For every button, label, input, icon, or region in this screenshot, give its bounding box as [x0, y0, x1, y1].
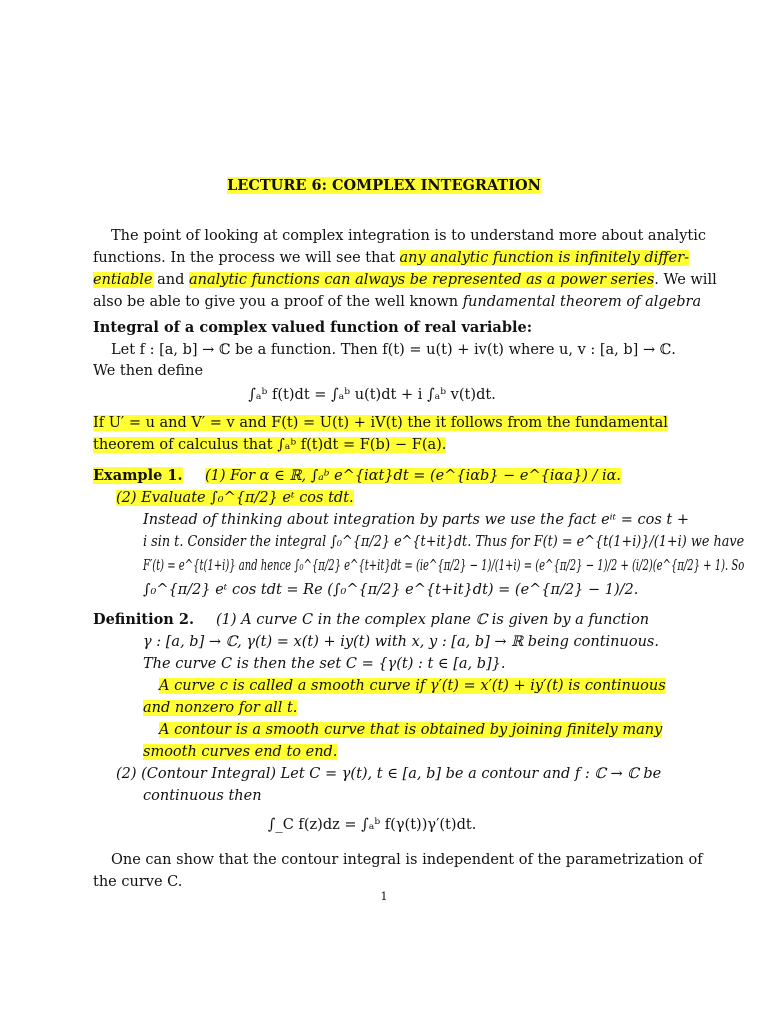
- definition-line-3: The curve C is then the set C = {γ(t) : t ∈ [a, b]}.: [143, 656, 506, 672]
- example-part-1: (1) For α ∈ ℝ, ∫ₐᵇ e^{iαt}dt = (e^{iαb} − e^{iαa}) / iα.: [205, 468, 621, 484]
- highlight-power-series: analytic functions can always be represented as a power series: [189, 272, 655, 288]
- intro-line-4: also be able to give you a proof of the well known fundamental theorem of algebra: [93, 294, 702, 310]
- definition-line-1: (1) A curve C in the complex plane ℂ is given by a function: [216, 612, 650, 628]
- definition-line-6: A contour is a smooth curve that is obtained by joining finitely many: [159, 722, 663, 738]
- example-label: Example 1.: [93, 467, 183, 484]
- example-line-1: Instead of thinking about integration by parts we use the fact eⁱᵗ = cos t +: [143, 512, 690, 528]
- example-line-2: i sin t. Consider the integral ∫₀^{π/2} e^{t+it}dt. Thus for F(t) = e^{t(1+i)}/(1+i) we have: [143, 534, 745, 550]
- definition-label: Definition 2.: [93, 611, 194, 628]
- example-line-4: ∫₀^{π/2} eᵗ cos tdt = Re (∫₀^{π/2} e^{t+it}dt) = (e^{π/2} − 1)/2.: [143, 582, 639, 598]
- intro-line-3: entiable and analytic functions can always be represented as a power series. We will: [93, 272, 717, 288]
- section-line-3: If U′ = u and V′ = v and F(t) = U(t) + iV(t) the it follows from the fundamental: [93, 415, 668, 431]
- intro-line-2: functions. In the process we will see that any analytic function is infinitely differ-: [93, 250, 690, 266]
- section-heading: Integral of a complex valued function of real variable:: [93, 319, 533, 336]
- example-line-3: F′(t) = e^{t(1+i)} and hence ∫₀^{π/2} e^{t+it}dt = (ie^{π/2} − 1)/(1+i) = (e^{π/2} − 1)/2 + (i/2)(e^{π/2} + 1). So: [143, 558, 745, 574]
- definition-line-5: and nonzero for all t.: [143, 700, 298, 716]
- section-line-4: theorem of calculus that ∫ₐᵇ f(t)dt = F(b) − F(a).: [93, 437, 447, 453]
- closing-line-2: the curve C.: [93, 874, 183, 890]
- definition-line-8: (2) (Contour Integral) Let C = γ(t), t ∈ [a, b] be a contour and f : ℂ → ℂ be: [116, 766, 662, 782]
- intro-line-1: The point of looking at complex integration is to understand more about analytic: [111, 228, 706, 244]
- section-line-2: We then define: [93, 363, 204, 379]
- equation-contour-integral: ∫_C f(z)dz = ∫ₐᵇ f(γ(t))γ′(t)dt.: [267, 815, 477, 833]
- page-title: LECTURE 6: COMPLEX INTEGRATION: [227, 177, 541, 194]
- example-part-2: (2) Evaluate ∫₀^{π/2} eᵗ cos tdt.: [116, 490, 354, 506]
- equation-integral-definition: ∫ₐᵇ f(t)dt = ∫ₐᵇ u(t)dt + i ∫ₐᵇ v(t)dt.: [248, 385, 496, 403]
- closing-line-1: One can show that the contour integral is independent of the parametrization of: [111, 852, 703, 868]
- highlight-infinitely-differentiable: any analytic function is infinitely differ-: [399, 250, 690, 266]
- section-line-1: Let f : [a, b] → ℂ be a function. Then f(t) = u(t) + iv(t) where u, v : [a, b] → ℂ.: [111, 342, 676, 358]
- definition-line-7: smooth curves end to end.: [143, 744, 338, 760]
- definition-line-2: γ : [a, b] → ℂ, γ(t) = x(t) + iy(t) with x, y : [a, b] → ℝ being continuous.: [143, 634, 659, 650]
- page-number: 1: [380, 890, 388, 903]
- definition-line-4: A curve c is called a smooth curve if γ′(t) = x′(t) + iy′(t) is continuous: [159, 678, 666, 694]
- definition-line-9: continuous then: [143, 788, 262, 804]
